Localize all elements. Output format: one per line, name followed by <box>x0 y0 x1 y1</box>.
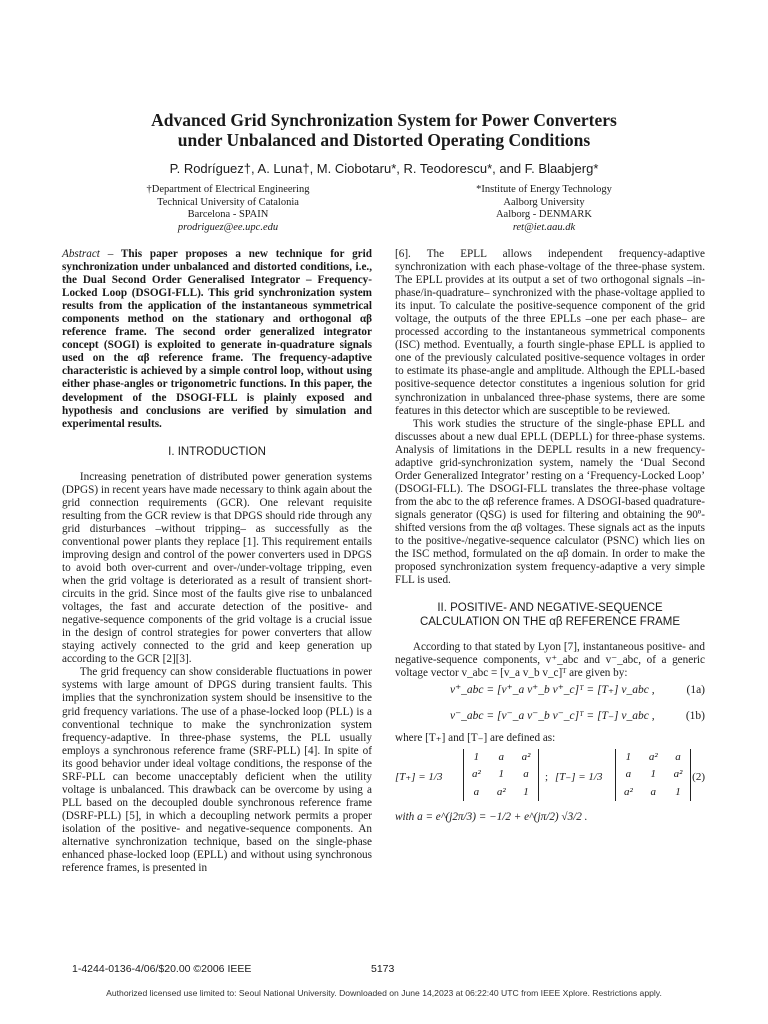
title-line-1: Advanced Grid Synchronization System for Power Converters <box>151 110 617 130</box>
affiliation-right <box>434 184 654 234</box>
equation-1a-number: (1a) <box>686 684 705 697</box>
section-title-sequence-calculation <box>395 601 705 629</box>
left-column <box>62 248 372 875</box>
abstract-body: This paper proposes a new technique for grid synchronization under unbalanced and distorted conditions, i.e., the Dual Second Order Generalised Integrator – Frequency-Locked Loop (DSOGI-FLL). This grid synchronization system results from the application of the instantaneous symmetrical components method on the stationary and orthogonal αβ reference frame. The second order generalized integrator concept (SOGI) is exploited to generate in-quadrature signals used on the αβ reference frame. The frequency-adaptive characteristic is achieved by a simple control loop, without using either phase-angles or trigonometric functions. In this paper, the development of the DSOGI-FLL is plainly exposed and hypothesis and conclusions are verified by simulation and experimental results. <box>62 248 372 430</box>
matrix-right-cell: a² <box>624 785 633 798</box>
matrix-left-cell: a <box>473 785 480 798</box>
section2-title-line-2: CALCULATION ON THE αβ REFERENCE FRAME <box>419 616 681 629</box>
matrix-right-cell: 1 <box>625 751 632 764</box>
matrix-left-cell: a <box>498 751 504 764</box>
intro-paragraph-1: Increasing penetration of distributed power generation systems (DPGS) in recent years have made necessary to think again about the grid connection requirements (GCR). One relevant requisite resulting from the GCR review is that DPGS should ride through any grid disturbances –without tripping– as successfully as the conventional power plants they replace [1]. This requirement entails improving design and control of the power converters used in DPGS to avoid both over-current and over-/under-voltage tripping, even when the grid voltage is deteriorated as a result of transient short-circuits in the grid. Since most of the faults give rise to unbalanced voltages, the fast and accurate detection of the positive- and negative-sequence components of the grid voltage is a crucial issue in the design of control strategies for power converters that allow staying actively connected to the grid and keep generation up according to the GCR [2][3]. <box>62 470 372 666</box>
license-notice: Authorized licensed use limited to: Seoul National University. Downloaded on June 14,2023 at 06:22:40 UTC from IEEE Xplore. Restrictions apply. <box>106 988 662 998</box>
eq2-separator: ; <box>545 771 549 784</box>
right-paragraph-2: This work studies the structure of the single-phase EPLL and discusses about a new dual EPLL (DEPLL) for three-phase systems. Analysis of limitations in the DEPLL results in a new frequency-adaptive grid-synchronization system, namely the ‘Dual Second Order Generalized Integrator’ resting on a ‘Frequency-Locked Loop’ (DSOGI-FLL). The DSOGI-FLL translates the three-phase voltage from the abc to the αβ reference frames. A DSOGI-based quadrature-signals generator (QSG) is used for filtering and obtaining the 90º-shifted versions from the αβ voltages. These signals act as the inputs to the positive-/negative-sequence calculator (PSNC) which lies on the ISC method, formulated on the αβ domain. In order to make the proposed synchronization system frequency-adaptive a very simple FLL is used. <box>395 417 705 587</box>
a-definition: with a = e^(j2π/3) = −1/2 + e^(jπ/2) √3/2 . <box>395 811 588 824</box>
equation-1b-body: v⁻_abc = [v⁻_a v⁻_b v⁻_c]ᵀ = [T₋] v_abc , <box>450 710 655 723</box>
affiliation-left-email[interactable]: prodriguez@ee.upc.edu <box>177 221 279 233</box>
abstract-lead: Abstract – <box>62 248 114 260</box>
matrix-right-cell: a² <box>673 768 683 781</box>
matrix-right-cell: a <box>650 785 656 798</box>
eq2-left-label: [T₊] = 1/3 <box>395 771 443 784</box>
matrix-left-cell: a² <box>472 768 481 781</box>
equation-1a-body: v⁺_abc = [v⁺_a v⁺_b v⁺_c]ᵀ = [T₊] v_abc , <box>450 684 655 697</box>
equation-1b-number: (1b) <box>685 710 705 723</box>
equation-1a <box>395 680 705 706</box>
matrix-right-cell: 1 <box>650 768 656 781</box>
intro-paragraph-2: The grid frequency can show considerable fluctuations in power systems with large amount of DPGS during transient faults. This implies that the synchronization system should be insensitive to the grid frequency variations. The use of a phase-locked loop (PLL) is a conventional technique to make the synchronization system frequency-adaptive. In three-phase systems, the PLL usually employs a synchronous reference frame (SRF-PLL) [4]. In spite of its good behavior under ideal voltage conditions, the response of the SRF-PLL can become unacceptably deficient when the utility voltage is unbalanced. This drawback can be overcome by using a PLL based on the decoupled double synchronous reference frame (DSRF-PLL) [5], in which a decoupling network permits a proper isolation of the positive- and negative-sequence components. An alternative synchronization technique, based on the single-phase enhanced phase-locked loop (EPLL) and without using synchronous reference frames, is presented in <box>62 666 372 875</box>
where-text: where [T₊] and [T₋] are defined as: <box>395 732 556 745</box>
eq2-right-matrix <box>615 749 691 800</box>
affiliation-left-city: Barcelona - SPAIN <box>187 209 269 221</box>
matrix-right-cell: a² <box>648 751 658 764</box>
matrix-left-cell: a² <box>496 785 506 798</box>
affiliation-left <box>118 184 338 234</box>
right-paragraph-1: [6]. The EPLL allows independent frequency-adaptive synchronization with each phase-voltage of the three-phase system. The EPLL provides at its output a set of two orthogonal signals –in-phase/in-quadrature– synchronized with the phase-voltage applied to its input. To calculate the positive-sequence component of the grid voltage, the outputs of the three EPLLs –one per each phase– are processed according to the instantaneous symmetrical components (ISC) method. Eventually, a fourth single-phase EPLL is applied to one of the previously calculated positive-sequence voltages in order to estimate its phase-angle and amplitude. Although the EPLL-based positive-sequence detector constitutes a ingenious solution for grid synchronization in unbalanced three-phase systems, there are some features in this detector which are susceptible to be reviewed. <box>395 248 705 417</box>
affiliation-left-univ: Technical University of Catalonia <box>157 196 299 208</box>
matrix-left-row <box>464 749 539 766</box>
matrix-left-cell: 1 <box>523 785 529 798</box>
matrix-right-cell: a <box>675 751 681 764</box>
section2-title-line-1: II. POSITIVE- AND NEGATIVE-SEQUENCE <box>437 602 663 615</box>
section2-paragraph-1: According to that stated by Lyon [7], instantaneous positive- and negative-sequence components, v⁺_abc and v⁻_abc, of a generic voltage vector v_abc = [v_a v_b v_c]ᵀ are given by: <box>395 641 705 680</box>
matrix-left-cell: 1 <box>498 768 504 781</box>
paper-title <box>0 110 768 150</box>
equation-2 <box>395 749 705 811</box>
abstract <box>62 248 372 431</box>
matrix-right-row <box>616 749 691 766</box>
affiliation-right-univ: Aalborg University <box>503 196 585 208</box>
right-column <box>395 248 705 824</box>
title-line-2: under Unbalanced and Distorted Operating Conditions <box>177 130 591 150</box>
affiliation-right-email[interactable]: ret@iet.aau.dk <box>512 221 576 233</box>
matrix-left-cell: a <box>523 768 529 781</box>
matrix-right-cell: a <box>625 768 632 781</box>
eq2-right-label: [T₋] = 1/3 <box>555 771 603 784</box>
footer-page-number: 5173 <box>371 963 395 975</box>
eq2-left-matrix <box>463 749 539 800</box>
matrix-left-row <box>464 784 539 801</box>
equation-1b <box>395 706 705 732</box>
matrix-left-row <box>464 766 539 783</box>
matrix-left-cell: 1 <box>473 751 480 764</box>
section-title-introduction: I. INTRODUCTION <box>168 445 266 458</box>
matrix-right-row <box>616 784 691 801</box>
footer-isbn: 1-4244-0136-4/06/$20.00 ©2006 IEEE <box>72 963 252 975</box>
affiliation-right-city: Aalborg - DENMARK <box>495 209 593 221</box>
matrix-right-cell: 1 <box>675 785 681 798</box>
matrix-left-cell: a² <box>521 751 531 764</box>
author-list: P. Rodríguez†, A. Luna†, M. Ciobotaru*, R. Teodorescu*, and F. Blaabjerg* <box>169 161 599 176</box>
affiliation-left-dept: †Department of Electrical Engineering <box>146 184 310 195</box>
matrix-right-row <box>616 766 691 783</box>
affiliation-right-dept: *Institute of Energy Technology <box>476 184 612 195</box>
eq2-number: (2) <box>692 771 705 784</box>
